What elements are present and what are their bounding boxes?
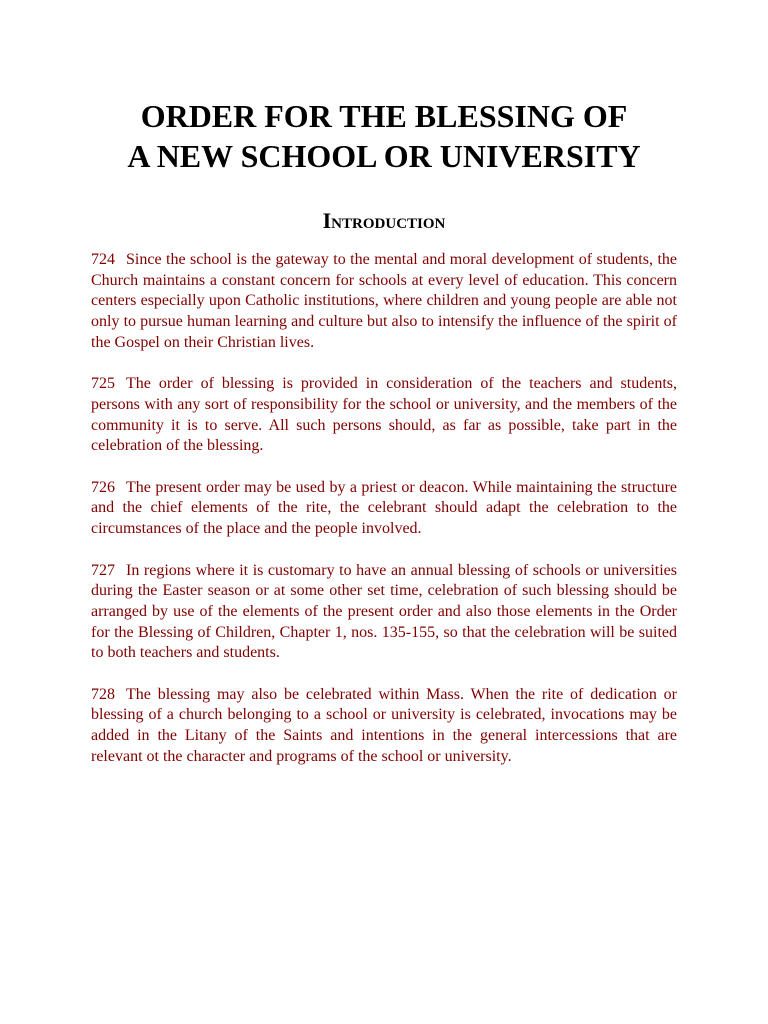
paragraph-number: 726 [91,478,115,496]
paragraph-number: 725 [91,375,115,393]
document-body [91,250,677,788]
title-line-1: ORDER FOR THE BLESSING OF [140,98,628,134]
paragraph-text: In regions where it is customary to have an annual blessing of schools or universities during the Easter season or at some other set time, celebration of such blessing should be arranged by use of the elements of the present order and also those elements in the Order for the Blessing of Children, Chapter 1, nos. 135-155, so that the celebration will be suited to both teachers and students. [91,561,677,662]
title-line-2: A NEW SCHOOL OR UNIVERSITY [127,138,641,174]
paragraph-text: The blessing may also be celebrated within Mass. When the rite of dedication or blessing of a church belonging to a school or university is celebrated, invocations may be added in the Litany of the Saints and intentions in the general intercessions that are relevant ot the character and programs of the school or university. [91,685,677,765]
document-title [0,96,768,176]
paragraph-726 [91,478,677,540]
paragraph-text: The present order may be used by a priest or deacon. While maintaining the structure and the chief elements of the rite, the celebrant should adapt the celebration to the circumstances of the place and the people involved. [91,478,677,538]
paragraph-number: 728 [91,685,115,703]
paragraph-724 [91,250,677,354]
paragraph-725 [91,374,677,457]
paragraph-text: Since the school is the gateway to the mental and moral development of students, the Church maintains a constant concern for schools at every level of education. This concern centers especially upon Catholic institutions, where children and young people are able not only to pursue human learning and culture but also to intensify the influence of the spirit of the Gospel on their Christian lives. [91,251,677,351]
paragraph-728 [91,685,677,768]
paragraph-number: 724 [91,251,115,268]
section-heading-introduction: Introduction [322,208,446,233]
paragraph-text: The order of blessing is provided in consideration of the teachers and students, persons with any sort of responsibility for the school or university, and the members of the community it is to serve. All such persons should, as far as possible, take part in the celebration of the blessing. [91,375,677,455]
paragraph-727 [91,561,677,665]
paragraph-number: 727 [91,561,115,579]
